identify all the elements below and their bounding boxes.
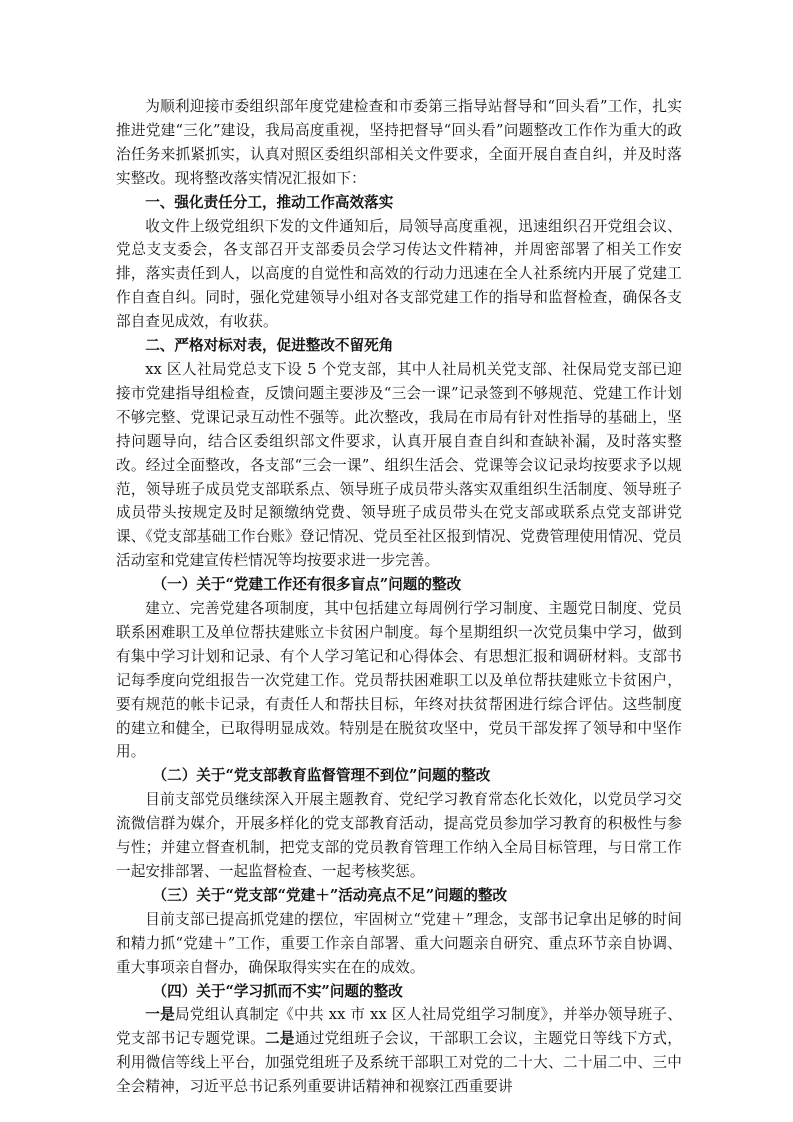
point-2-text: 通过党组班子会议，干部职工会议，主题党日等线下方式，利用微信等线上平台，加强党组班子及系统干部职工对党的二十大、二十届二中、三中全会精神，习近平总书记系列重要讲话精神和视察江西重要讲 [116, 1030, 682, 1096]
subsection-2-heading: （二）关于“党支部教育监督管理不到位”问题的整改 [152, 767, 491, 785]
section-1-heading: 一、强化责任分工，推动工作高效落实 [145, 193, 394, 211]
subsection-2-body: 目前支部党员继续深入开展主题教育、党纪学习教育常态化长效化，以党员学习交流微信群为媒介，开展多样化的党支部教育活动，提高党员参加学习教育的积极性与参与性；并建立督查机制，把党支部的党员教育管理工作纳入全局目标管理，与日常工作一起安排部署、一起监督检查、一起考核奖惩。 [116, 791, 682, 880]
section-2-body: xx 区人社局党总支下设 5 个党支部，其中人社局机关党支部、社保局党支部已迎接市党建指导组检查，反馈问题主要涉及“三会一课”记录签到不够规范、党建工作计划不够完整、党课记录互动性不强等。此次整改，我局在市局有针对性指导的基础上，坚持问题导向，结合区委组织部文件要求，认真开展自查自纠和查缺补漏，及时落实整改。经过全面整改，各支部“三会一课”、组织生活会、党课等会议记录均按要求予以规范，领导班子成员党支部联系点、领导班子成员带头落实双重组织生活制度、领导班子成员带头按规定及时足额缴纳党费、领导班子成员带头在党支部或联系点党支部讲党课、《党支部基础工作台账》登记情况、党员至社区报到情况、党费管理使用情况、党员活动室和党建宣传栏情况等均按要求进一步完善。 [116, 360, 682, 570]
subsection-1-heading: （一）关于“党建工作还有很多盲点”问题的整改 [152, 576, 462, 594]
subsection-4-heading: （四）关于“学习抓而不实”问题的整改 [152, 982, 403, 1000]
document-page [116, 95, 682, 1099]
subsection-3-body: 目前支部已提高抓党建的摆位，牢固树立“党建＋”理念，支部书记拿出足够的时间和精力抓“党建＋”工作，重要工作亲自部署、重大问题亲自研究、重点环节亲自协调、重大事项亲自督办，确保取得实实在在的成效。 [116, 910, 682, 976]
point-1-lead: 一是 [145, 1006, 175, 1024]
subsection-1-body: 建立、完善党建各项制度，其中包括建立每周例行学习制度、主题党日制度、党员联系困难职工及单位帮扶建账立卡贫困户制度。每个星期组织一次党员集中学习，做到有集中学习计划和记录、有个人学习笔记和心得体会、有思想汇报和调研材料。支部书记每季度向党组报告一次党建工作。党员帮扶困难职工以及单位帮扶建账立卡贫困户，要有规范的帐卡记录，有责任人和帮扶目标，年终对扶贫帮困进行综合评估。这些制度的建立和健全，已取得明显成效。特别是在脱贫攻坚中，党员干部发挥了领导和中坚作用。 [116, 600, 682, 761]
subsection-4-body [116, 1003, 682, 1099]
point-1-text: 局党组认真制定《中共 xx 市 xx 区人社局党组学习制度》，并举办领导班子、党支部书记专题党课。 [116, 1006, 682, 1048]
section-1-body: 收文件上级党组织下发的文件通知后，局领导高度重视，迅速组织召开党组会议、党总支支委会，各支部召开支部委员会学习传达文件精神，并周密部署了相关工作安排，落实责任到人，以高度的自觉性和高效的行动力迅速在全人社系统内开展了党建工作自查自纠。同时，强化党建领导小组对各支部党建工作的指导和监督检查，确保各支部自查见成效，有收获。 [116, 217, 682, 331]
point-2-lead: 二是 [265, 1030, 295, 1048]
section-2-heading: 二、严格对标对表，促进整改不留死角 [145, 337, 394, 355]
subsection-3-heading: （三）关于“党支部“党建＋”活动亮点不足”问题的整改 [152, 886, 508, 904]
intro-paragraph: 为顺利迎接市委组织部年度党建检查和市委第三指导站督导和“回头看”工作，扎实推进党建“三化”建设，我局高度重视，坚持把督导“回头看”问题整改工作作为重大的政治任务来抓紧抓实，认真对照区委组织部相关文件要求，全面开展自查自纠，并及时落实整改。现将整改落实情况汇报如下： [116, 98, 682, 187]
